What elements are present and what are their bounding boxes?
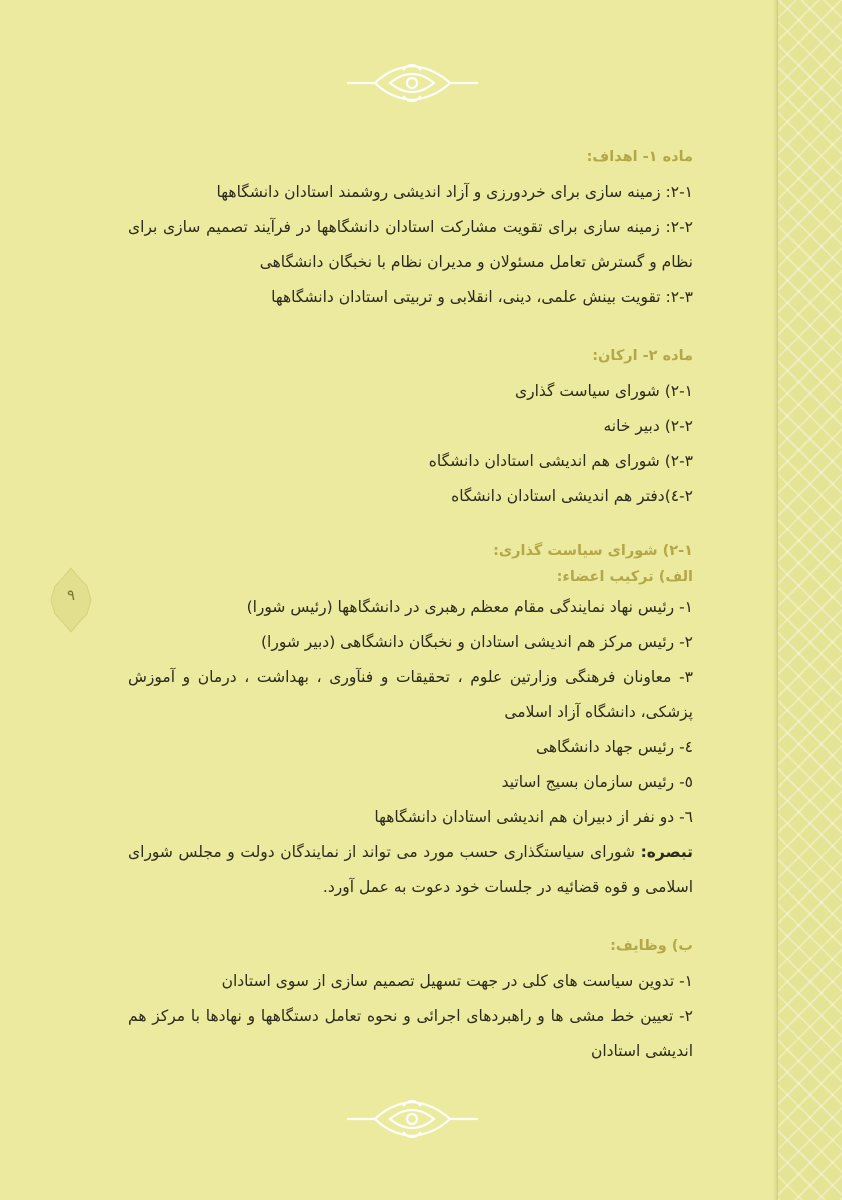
section-heading-policy-council: ۲-۱) شورای سیاست گذاری: xyxy=(493,543,693,559)
subheading-members: الف) ترکیب اعضاء: xyxy=(556,569,693,585)
document-body xyxy=(128,140,693,1069)
spacer xyxy=(128,905,693,929)
member-item: ۳- معاونان فرهنگی وزارتین علوم ، تحقیقات و فنآوری ، بهداشت ، درمان و آموزش پزشکی، دانشگاه آزاد اسلامی xyxy=(128,668,693,721)
pillar-item: ۲-٤)دفتر هم اندیشی استادان دانشگاه xyxy=(451,487,693,505)
spacer xyxy=(128,514,693,538)
bottom-ornament-icon xyxy=(345,1096,480,1142)
duty-item: ۱- تدوین سیاست های کلی در جهت تسهیل تصمیم سازی از سوی استادان xyxy=(221,972,693,990)
subheading-duties: ب) وظایف: xyxy=(610,938,693,954)
top-ornament-icon xyxy=(345,60,480,106)
member-item: ٤- رئیس جهاد دانشگاهی xyxy=(535,738,693,756)
pillar-item: ۲-۱) شورای سیاست گذاری xyxy=(514,382,693,400)
member-item: ٥- رئیس سازمان بسیج اساتید xyxy=(501,773,693,791)
goal-item: ۲-۱: زمینه سازی برای خردورزی و آزاد اندیشی روشمند استادان دانشگاهها xyxy=(216,183,693,201)
duty-item: ۲- تعیین خط مشی ها و راهبردهای اجرائی و نحوه تعامل دستگاهها و نهادها با مرکز هم اندیشی استادان xyxy=(128,1007,693,1060)
goal-item: ۲-۲: زمینه سازی برای تقویت مشارکت استادان دانشگاهها در فرآیند تصمیم سازی برای نظام و گسترش تعامل مسئولان و مدیران نظام با نخبگان دانشگاهی xyxy=(128,218,693,271)
member-item: ٦- دو نفر از دبیران هم اندیشی استادان دانشگاهها xyxy=(374,808,693,826)
note-text: شورای سیاستگذاری حسب مورد می تواند از نمایندگان دولت و مجلس شورای اسلامی و قوه قضائیه در جلسات خود دعوت به عمل آورد. xyxy=(128,843,693,896)
note-label: تبصره: xyxy=(640,843,693,861)
page-number: ۹ xyxy=(66,586,76,604)
member-item: ۲- رئیس مرکز هم اندیشی استادان و نخبگان دانشگاهی (دبیر شورا) xyxy=(260,633,693,651)
section-heading-pillars: ماده ۲- ارکان: xyxy=(592,348,693,364)
goal-item: ۲-۳: تقویت بینش علمی، دینی، انقلابی و تربیتی استادان دانشگاهها xyxy=(271,288,693,306)
member-item: ۱- رئیس نهاد نمایندگی مقام معظم رهبری در دانشگاهها (رئیس شورا) xyxy=(246,598,693,616)
pillar-item: ۲-۲) دبیر خانه xyxy=(603,417,693,435)
decorative-border xyxy=(777,0,842,1200)
pillar-item: ۲-۳) شورای هم اندیشی استادان دانشگاه xyxy=(428,452,693,470)
note-paragraph xyxy=(128,835,693,905)
section-heading-goals: ماده ۱- اهداف: xyxy=(586,149,693,165)
spacer xyxy=(128,315,693,339)
